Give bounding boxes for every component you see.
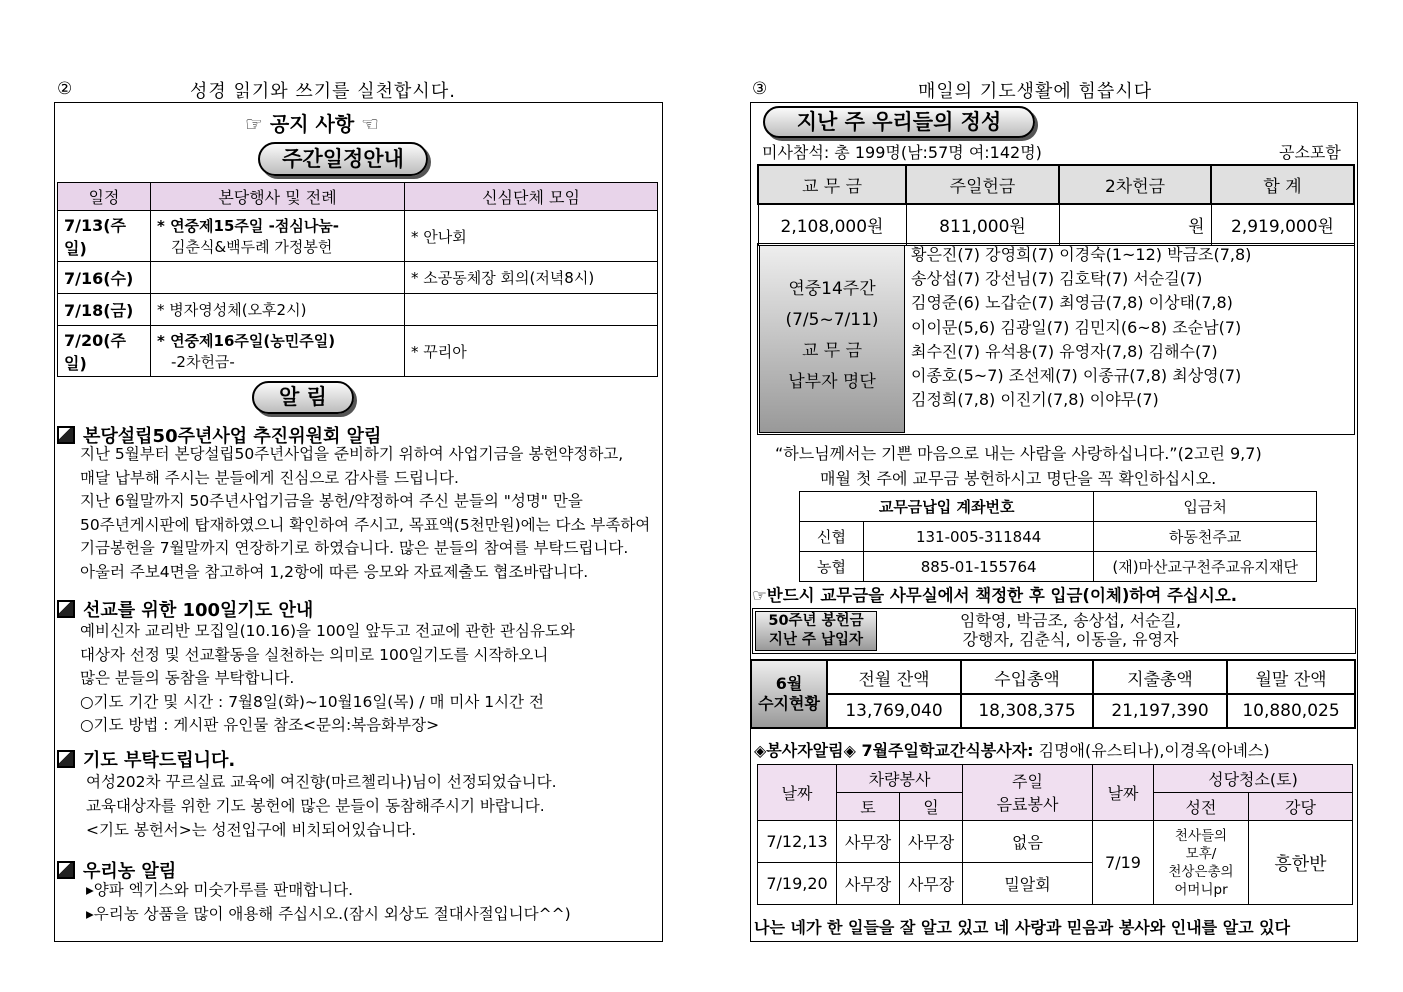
schedule-event [151,262,405,294]
vol-sat: 사무장 [837,821,900,863]
schedule-header-date: 일정 [58,183,151,211]
schedule-event: * 연중제15주일 -점심나눔- 김춘식&백두례 가정봉헌 [151,211,405,262]
offering-header: 2차헌금 [1059,165,1211,204]
schedule-date: 7/16(수) [58,262,151,294]
anniversary-label: 50주년 봉헌금 지난 주 납입자 [755,611,877,651]
section-50th-title: 본당설립50주년사업 추진위원회 알림 [57,422,381,448]
offering-value: 원 [1059,204,1211,245]
section-mission-title: 선교를 위한 100일기도 안내 [57,596,313,622]
quote: “하느님께서는 기쁜 마음으로 내는 사람을 사랑하십니다.”(2고린 9,7) [775,444,1262,463]
finance-header: 수입총액 [961,660,1093,694]
page-header-left: 성경 읽기와 쓰기를 실천합시다. [190,81,456,102]
page-number-left: ② [57,79,73,99]
offering-value: 2,919,000원 [1211,204,1354,245]
notice-label: 알 림 [252,381,354,414]
vol-header-hall: 강당 [1249,793,1353,821]
vol-sun: 사무장 [900,821,963,863]
page-header-right: 매일의 기도생활에 힘씁시다 [918,81,1153,102]
section-woorinong-body: ▸양파 엑기스와 미숫가루를 판매합니다. ▸우리농 상품을 많이 애용해 주십시오.(잠시 외상도 절대사절입니다^^) [86,881,571,923]
account-number: 885-01-155764 [864,552,1094,582]
schedule-date: 7/13(주일) [58,211,151,262]
finance-header: 전월 잔액 [827,660,961,694]
quote-instruction: 매월 첫 주에 교무금 봉헌하시고 명단을 꼭 확인하십시오. [820,469,1217,488]
finance-label: 6월 수지현황 [751,660,827,728]
clean-hall: 흥한반 [1249,821,1353,905]
volunteer-table [757,764,1353,905]
schedule-group: * 안나회 [405,211,658,262]
schedule-group: * 꾸리아 [405,326,658,377]
vol-date: 7/19,20 [758,863,837,905]
offering-header: 합 계 [1211,165,1354,204]
finance-value: 13,769,040 [827,694,961,728]
finance-value: 10,880,025 [1227,694,1355,728]
vol-header-sun: 일 [900,793,963,821]
schedule-date: 7/18(금) [58,294,151,326]
schedule-event: * 병자영성체(오후2시) [151,294,405,326]
account-bank: 신협 [800,522,864,552]
vol-row [758,821,1353,863]
schedule-row [58,326,658,377]
section-50th-body: 지난 5월부터 본당설립50주년사업을 준비하기 위하여 사업기금을 봉헌약정하고, 매달 납부해 주시는 분들에게 진심으로 감사를 드립니다. 지난 6월말까지 50주년사업기금을 봉헌/약정하여 주신 분들의 "성명" 만을 50주년게시판에 탑재하였으니 확인하여 주시고, 목표액(5천만원)에는 다소 부족하여 기금봉헌을 7월말까지 연장하기로 하였습니다. 많은 분들의 참여를 부탁드립니다. 아울러 주보4면을 참고하여 1,2항에 따른 응모와 자료제출도 협조바랍니다. [80,445,651,581]
account-holder: (재)마산교구천주교유지재단 [1094,552,1317,582]
account-row [800,552,1317,582]
vol-sun: 사무장 [900,863,963,905]
offering-title: 지난 주 우리들의 정성 [763,106,1035,138]
account-holder: 하동천주교 [1094,522,1317,552]
schedule-group [405,294,658,326]
anniversary-donors: 임학영, 박금조, 송상섭, 서순길, 강행자, 김춘식, 이동을, 유영자 [960,611,1182,649]
vol-header-date: 날짜 [758,765,837,821]
vol-date: 7/12,13 [758,821,837,863]
offering-header: 교 무 금 [758,165,906,204]
account-table [799,491,1317,582]
vol-header-drink: 주일 음료봉사 [963,765,1093,821]
offering-table [757,164,1355,246]
footer-verse: 나는 네가 한 일들을 잘 알고 있고 네 사랑과 믿음과 봉사와 인내를 알고 있다 [754,918,1291,937]
section-prayer-title: 기도 부탁드립니다. [57,746,235,772]
attendance: 미사참석: 총 199명(남:57명 여:142명) [762,143,1042,162]
schedule-group: * 소공동체장 회의(저녁8시) [405,262,658,294]
vol-drink: 없음 [963,821,1093,863]
donor-list: 황은진(7) 강영희(7) 이경숙(1~12) 박금조(7,8) 송상섭(7) 강선님(7) 김호탁(7) 서순길(7) 김영준(6) 노갑순(7) 최영금(7,8) 이상태(7,8) 이이문(5,6) 김광일(7) 김민지(6~8) 조순남(7) 최수진(7) 유석용(7) 유영자(7,8) 김해수(7) 이종호(5~7) 조선제(7) 이종규(7,8) 최상영(7) 김정희(7,8) 이진기(7,8) 이야무(7) [911,245,1252,410]
finance-value: 18,308,375 [961,694,1093,728]
schedule-row [58,262,658,294]
volunteer-notice: ◈봉사자알림◈ 7월주일학교간식봉사자: 김명애(유스티나),이경옥(아녜스) [754,741,1270,760]
schedule-date: 7/20(주일) [58,326,151,377]
schedule-event: * 연중제16주일(농민주일) -2차헌금- [151,326,405,377]
finance-value: 21,197,390 [1093,694,1227,728]
vol-header-sat: 토 [837,793,900,821]
finance-header: 월말 잔액 [1227,660,1355,694]
account-bank: 농협 [800,552,864,582]
schedule-table [57,182,658,377]
checkbox-icon [57,600,75,618]
finance-table [750,659,1356,729]
clean-date: 7/19 [1093,821,1154,905]
schedule-title: 주간일정안내 [258,142,428,176]
vol-header-sanctuary: 성전 [1154,793,1249,821]
section-woorinong-title: 우리농 알림 [57,857,176,883]
offering-value: 811,000원 [906,204,1059,245]
offering-header: 주일헌금 [906,165,1059,204]
vol-drink: 밀알회 [963,863,1093,905]
vol-header-date2: 날짜 [1093,765,1154,821]
payment-warning: ☞반드시 교무금을 사무실에서 책정한 후 입금(이체)하여 주십시오. [752,586,1238,605]
vol-header-car: 차량봉사 [837,765,963,793]
account-row [800,522,1317,552]
account-header: 입금처 [1094,492,1317,522]
account-number: 131-005-311844 [864,522,1094,552]
notice-title: ☞ 공지 사항 ☜ [245,112,380,136]
schedule-row [58,294,658,326]
schedule-header-event: 본당행사 및 전례 [151,183,405,211]
checkbox-icon [57,861,75,879]
vol-header-clean: 성당청소(토) [1154,765,1353,793]
schedule-header-group: 신심단체 모임 [405,183,658,211]
donor-label: 연중14주간 (7/5~7/11) 교 무 금 납부자 명단 [759,245,905,433]
account-header: 교무금납입 계좌번호 [800,492,1094,522]
vol-sat: 사무장 [837,863,900,905]
offering-value: 2,108,000원 [758,204,906,245]
checkbox-icon [57,750,75,768]
clean-sanctuary: 천사들의 모후/ 천상은총의 어머니pr [1154,821,1249,905]
finance-header: 지출총액 [1093,660,1227,694]
page-number-right: ③ [752,79,768,99]
section-prayer-body: 여성202차 꾸르실료 교육에 여진향(마르첼리나)님이 선정되었습니다. 교육대상자를 위한 기도 봉헌에 많은 분들이 동참해주시기 바랍니다. <기도 봉헌서>는 성전입구에 비치되어있습니다. [86,773,557,839]
schedule-row [58,211,658,262]
section-mission-body: 예비신자 교리반 모집일(10.16)을 100일 앞두고 전교에 관한 관심유도와 대상자 선정 및 선교활동을 실천하는 의미로 100일기도를 시작하오니 많은 분들의 동참을 부탁합니다. ○기도 기간 및 시간 : 7월8일(화)~10월16일(목) / 매 미사 1시간 전 ○기도 방법 : 게시판 유인물 참조<문의:복음화부장> [80,622,575,734]
attendance-note: 공소포함 [1279,143,1341,162]
checkbox-icon [57,426,75,444]
